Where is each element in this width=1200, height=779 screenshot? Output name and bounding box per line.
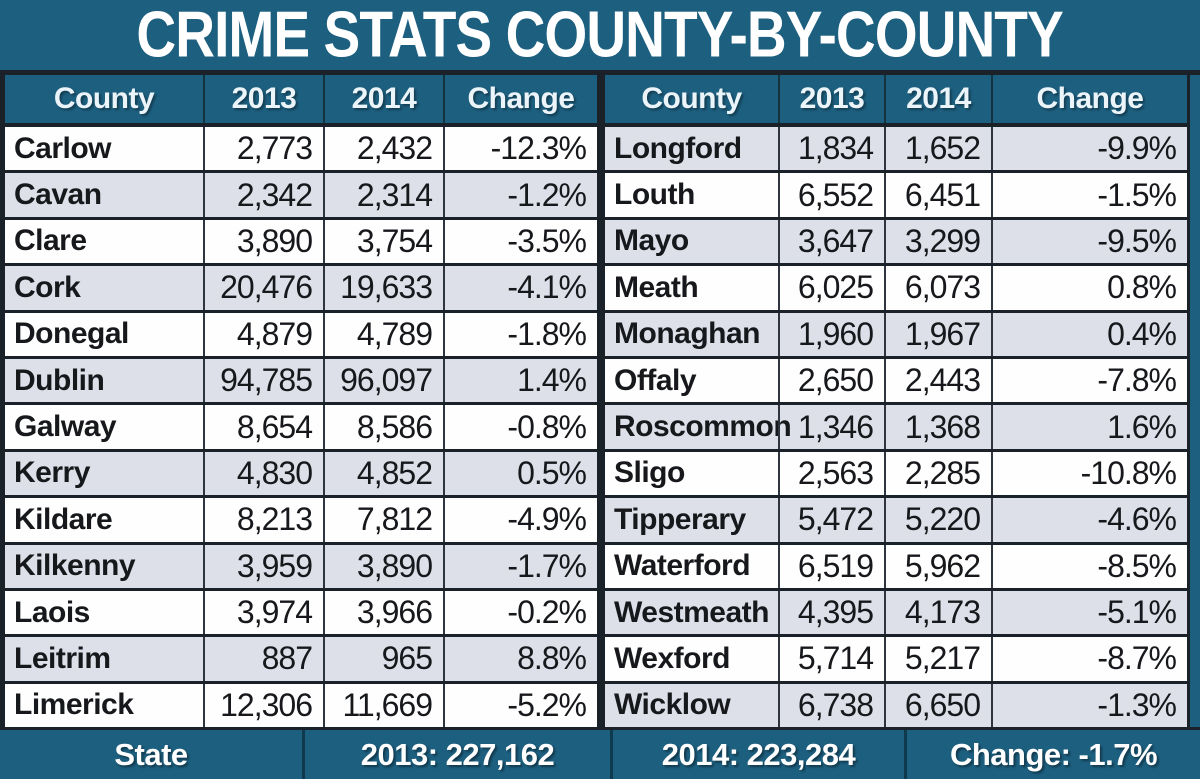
cell-2014: 4,852 (323, 452, 443, 495)
cell-change: -5.2% (443, 684, 597, 727)
cell-2014: 2,432 (323, 127, 443, 170)
column-header-county: County (641, 82, 742, 115)
cell-county: Louth (614, 178, 695, 212)
cell-change: -0.2% (443, 591, 597, 634)
cell-2013: 6,025 (778, 266, 884, 309)
tables-area (0, 75, 1200, 727)
table-header-left (5, 75, 597, 127)
cell-change: -1.2% (443, 173, 597, 216)
cell-2013: 12,306 (203, 684, 323, 727)
cell-2014: 8,586 (323, 405, 443, 448)
cell-2014: 1,368 (884, 405, 991, 448)
cell-county: Limerick (14, 688, 134, 722)
title-bar (0, 0, 1200, 75)
cell-2014: 965 (323, 637, 443, 680)
cell-county: Cavan (14, 178, 102, 212)
cell-county: Kerry (14, 456, 90, 490)
cell-2014: 19,633 (323, 266, 443, 309)
cell-2014: 3,966 (323, 591, 443, 634)
cell-2013: 887 (203, 637, 323, 680)
cell-2013: 2,773 (203, 127, 323, 170)
cell-county: Meath (614, 270, 699, 304)
table-row (5, 542, 597, 588)
cell-2013: 8,213 (203, 498, 323, 541)
cell-county: Galway (14, 410, 117, 444)
state-totals-footer (0, 727, 1200, 779)
table-row (5, 217, 597, 263)
cell-2014: 3,299 (884, 220, 991, 263)
cell-2014: 7,812 (323, 498, 443, 541)
table-row (605, 634, 1187, 680)
cell-2014: 4,789 (323, 313, 443, 356)
cell-change: -9.5% (991, 220, 1187, 263)
table-row (605, 588, 1187, 634)
cell-2014: 6,650 (884, 684, 991, 727)
cell-change: -4.1% (443, 266, 597, 309)
table-rows-left (5, 127, 597, 727)
table-row (5, 634, 597, 680)
cell-change: -1.3% (991, 684, 1187, 727)
cell-county: Kildare (14, 502, 113, 536)
cell-2013: 3,647 (778, 220, 884, 263)
footer-total-2013: 2013: 227,162 (302, 730, 610, 779)
table-row (605, 449, 1187, 495)
cell-2013: 5,714 (778, 637, 884, 680)
cell-2014: 3,890 (323, 545, 443, 588)
cell-change: -1.7% (443, 545, 597, 588)
cell-change: 1.4% (443, 359, 597, 402)
cell-change: -8.7% (991, 637, 1187, 680)
cell-county: Sligo (614, 456, 685, 490)
cell-2014: 3,754 (323, 220, 443, 263)
table-row (5, 170, 597, 216)
page-title: CRIME STATS COUNTY-BY-COUNTY (136, 0, 1064, 71)
cell-county: Donegal (14, 317, 129, 351)
cell-change: -5.1% (991, 591, 1187, 634)
cell-change: -1.5% (991, 173, 1187, 216)
cell-2014: 6,451 (884, 173, 991, 216)
cell-change: -10.8% (991, 452, 1187, 495)
cell-2013: 20,476 (203, 266, 323, 309)
cell-county: Roscommon (614, 410, 792, 444)
cell-2014: 4,173 (884, 591, 991, 634)
cell-2014: 1,652 (884, 127, 991, 170)
table-row (5, 495, 597, 541)
cell-county: Wicklow (614, 688, 731, 722)
cell-county: Laois (14, 595, 90, 629)
table-row (605, 356, 1187, 402)
cell-2013: 2,563 (778, 452, 884, 495)
cell-2013: 8,654 (203, 405, 323, 448)
table-row (605, 310, 1187, 356)
table-row (605, 263, 1187, 309)
cell-2013: 5,472 (778, 498, 884, 541)
cell-2013: 3,959 (203, 545, 323, 588)
table-row (605, 170, 1187, 216)
cell-2014: 6,073 (884, 266, 991, 309)
cell-2013: 4,395 (778, 591, 884, 634)
cell-change: -4.9% (443, 498, 597, 541)
cell-change: 0.4% (991, 313, 1187, 356)
cell-2013: 4,830 (203, 452, 323, 495)
cell-2014: 5,962 (884, 545, 991, 588)
cell-change: 1.6% (991, 405, 1187, 448)
cell-county: Monaghan (614, 317, 760, 351)
footer-state-label: State (114, 736, 188, 772)
column-header-county: County (53, 82, 155, 115)
column-header-change: Change (443, 75, 597, 123)
cell-2014: 96,097 (323, 359, 443, 402)
cell-change: -3.5% (443, 220, 597, 263)
table-row (605, 127, 1187, 170)
cell-2014: 5,217 (884, 637, 991, 680)
table-row (5, 402, 597, 448)
table-row (5, 681, 597, 727)
cell-change: -12.3% (443, 127, 597, 170)
cell-change: -4.6% (991, 498, 1187, 541)
cell-change: 0.8% (991, 266, 1187, 309)
cell-change: -0.8% (443, 405, 597, 448)
county-table-left (5, 75, 597, 727)
cell-change: -1.8% (443, 313, 597, 356)
cell-2013: 1,834 (778, 127, 884, 170)
table-row (5, 263, 597, 309)
cell-2013: 2,342 (203, 173, 323, 216)
footer-total-2014: 2014: 223,284 (610, 730, 904, 779)
cell-2013: 1,346 (778, 405, 884, 448)
table-row (5, 310, 597, 356)
column-header-2013: 2013 (778, 75, 884, 123)
cell-2013: 1,960 (778, 313, 884, 356)
cell-change: 8.8% (443, 637, 597, 680)
table-rows-right (605, 127, 1187, 727)
cell-2013: 2,650 (778, 359, 884, 402)
table-header-right (605, 75, 1187, 127)
cell-county: Leitrim (14, 641, 111, 675)
cell-county: Offaly (614, 363, 697, 397)
column-header-2013: 2013 (203, 75, 323, 123)
table-row (605, 495, 1187, 541)
cell-county: Westmeath (614, 595, 769, 629)
table-row (5, 127, 597, 170)
cell-county: Longford (614, 131, 742, 165)
cell-2013: 94,785 (203, 359, 323, 402)
cell-county: Tipperary (614, 502, 746, 536)
cell-2014: 2,314 (323, 173, 443, 216)
cell-county: Kilkenny (14, 549, 136, 583)
cell-2014: 5,220 (884, 498, 991, 541)
table-row (605, 681, 1187, 727)
footer-change: Change: -1.7% (904, 730, 1200, 779)
cell-change: -9.9% (991, 127, 1187, 170)
county-table-right (605, 75, 1200, 727)
column-header-2014: 2014 (884, 75, 991, 123)
table-row (605, 542, 1187, 588)
cell-2013: 3,890 (203, 220, 323, 263)
table-row (605, 217, 1187, 263)
cell-county: Mayo (614, 224, 689, 258)
cell-change: 0.5% (443, 452, 597, 495)
cell-2013: 6,519 (778, 545, 884, 588)
table-row (605, 402, 1187, 448)
cell-2013: 6,552 (778, 173, 884, 216)
cell-2014: 11,669 (323, 684, 443, 727)
table-box-left (5, 75, 597, 727)
column-header-2014: 2014 (323, 75, 443, 123)
cell-2014: 2,443 (884, 359, 991, 402)
table-box-right (605, 75, 1190, 727)
cell-county: Wexford (614, 641, 730, 675)
cell-2013: 4,879 (203, 313, 323, 356)
cell-2014: 1,967 (884, 313, 991, 356)
column-header-change: Change (991, 75, 1187, 123)
table-row (5, 356, 597, 402)
cell-2013: 6,738 (778, 684, 884, 727)
cell-county: Dublin (14, 363, 105, 397)
table-row (5, 588, 597, 634)
cell-2014: 2,285 (884, 452, 991, 495)
cell-county: Cork (14, 270, 81, 304)
cell-change: -7.8% (991, 359, 1187, 402)
cell-county: Clare (14, 224, 87, 258)
cell-county: Waterford (614, 549, 751, 583)
center-divider (597, 75, 605, 727)
cell-2013: 3,974 (203, 591, 323, 634)
cell-change: -8.5% (991, 545, 1187, 588)
cell-county: Carlow (14, 131, 112, 165)
table-row (5, 449, 597, 495)
